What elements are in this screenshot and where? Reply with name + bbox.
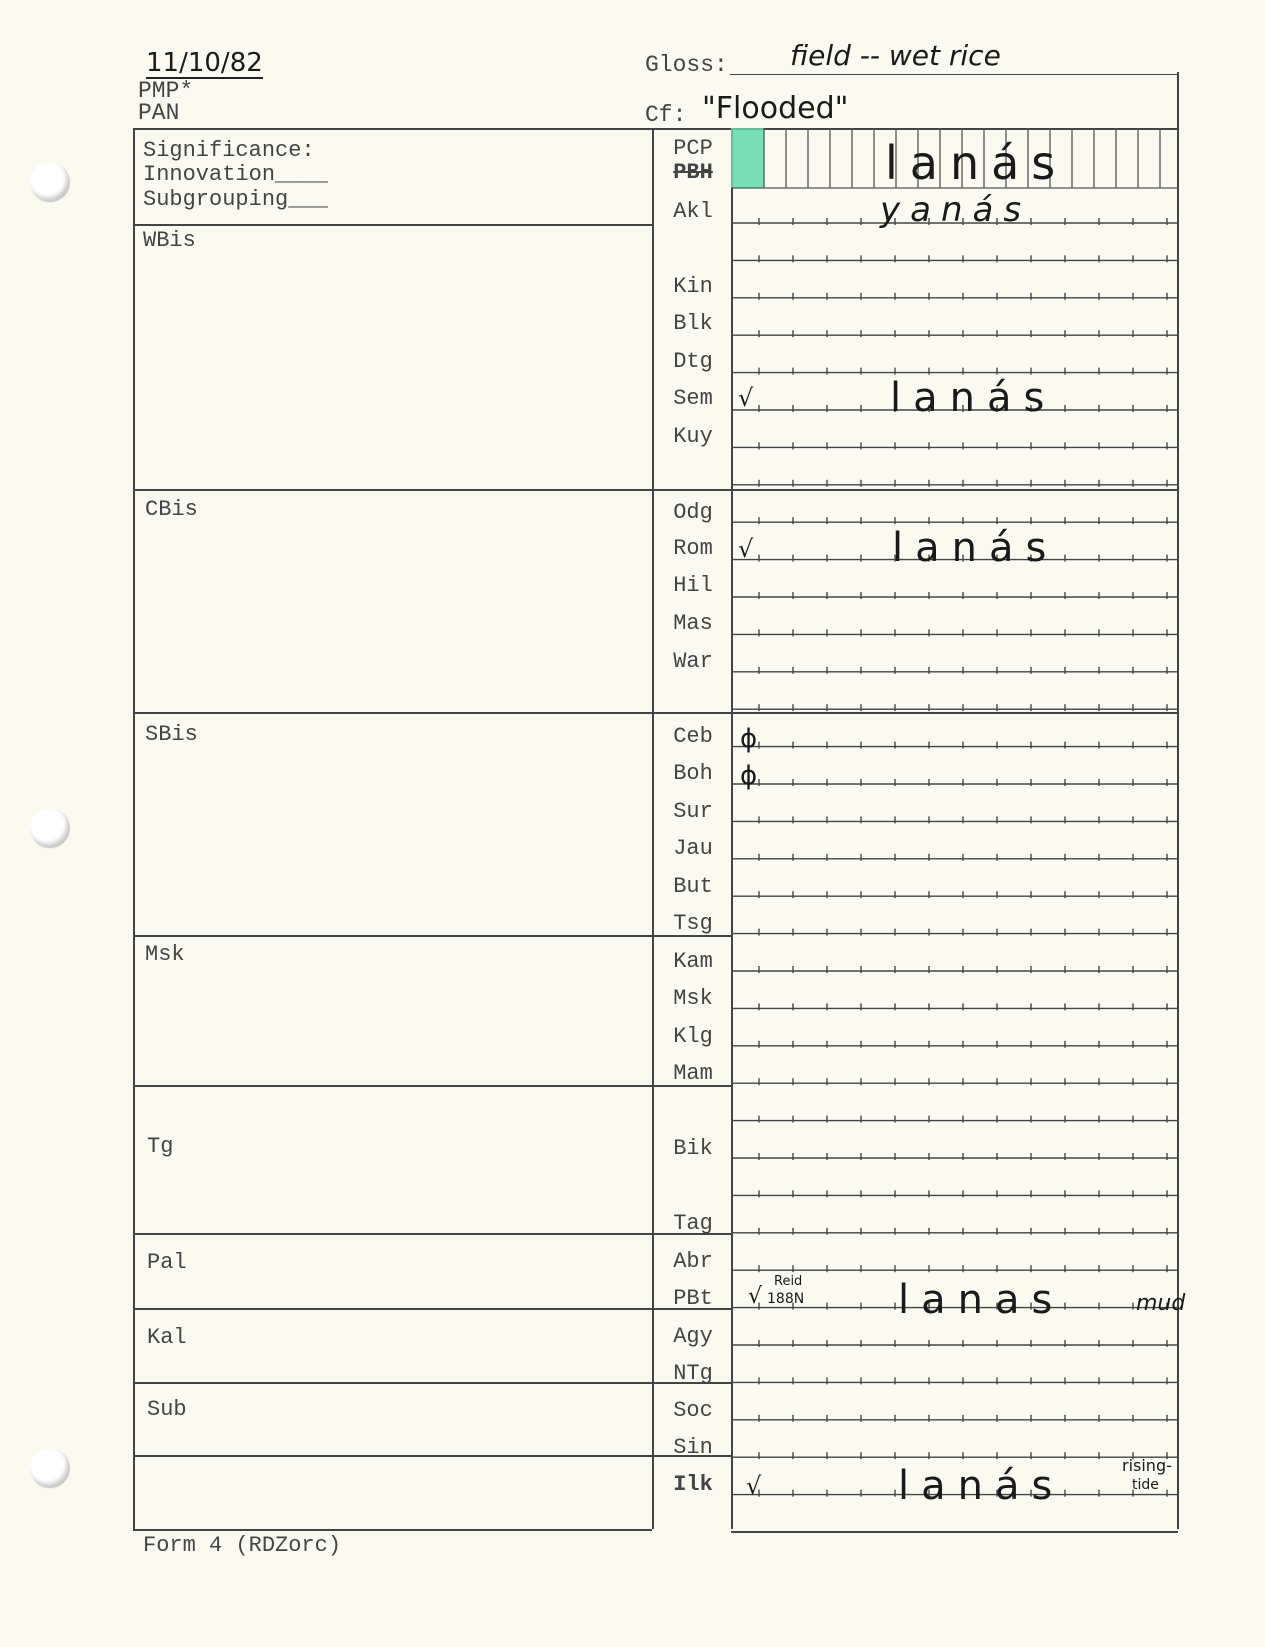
lang-hil: Hil <box>673 573 713 598</box>
rule-line <box>731 293 1178 300</box>
section-label-wbis: WBis <box>143 228 196 253</box>
gloss-value: field -- wet rice <box>790 39 1001 72</box>
pbt-ref-top: Reid <box>774 1274 803 1289</box>
rom-form: lanás <box>892 525 1059 571</box>
section-divider-tg <box>133 1085 731 1087</box>
rule-line <box>731 667 1178 674</box>
rule-line <box>731 442 1178 449</box>
rule-line <box>731 854 1178 861</box>
pbt-check: √ <box>748 1284 763 1309</box>
section-label-cbis: CBis <box>145 497 198 522</box>
lang-rom: Rom <box>673 536 713 561</box>
lang-akl: Akl <box>673 199 713 224</box>
lang-tag: Tag <box>673 1211 713 1236</box>
rule-line <box>731 1228 1178 1235</box>
ilk-form: lanás <box>898 1463 1065 1509</box>
rule-line <box>731 704 1178 711</box>
lang-sin: Sin <box>673 1435 713 1460</box>
sem-check: √ <box>738 384 754 412</box>
rule-line <box>731 742 1178 749</box>
form-footer: Form 4 (RDZorc) <box>143 1533 342 1558</box>
rule-line <box>731 517 1178 524</box>
punch-hole-bottom <box>30 1448 70 1488</box>
sem-form: lanás <box>890 375 1057 421</box>
lang-boh: Boh <box>673 761 713 786</box>
punch-hole-top <box>30 162 70 202</box>
rule-line <box>731 255 1178 262</box>
lang-kam: Kam <box>673 949 713 974</box>
subgrouping-label: Subgrouping___ <box>143 187 328 212</box>
lang-mam: Mam <box>673 1061 713 1086</box>
rule-line <box>731 1415 1178 1422</box>
pcp-label: PCP <box>673 136 713 161</box>
lang-ilk: Ilk <box>673 1472 713 1497</box>
significance-label: Significance: <box>143 138 315 163</box>
rule-line <box>731 1116 1178 1123</box>
pan-label: PAN <box>138 100 180 126</box>
rule-line <box>731 480 1178 487</box>
rule-line <box>731 330 1178 337</box>
rom-check: √ <box>738 535 754 563</box>
lang-bik: Bik <box>673 1136 713 1161</box>
lang-abr: Abr <box>673 1249 713 1274</box>
rule-line <box>731 1452 1178 1459</box>
pmp-label: PMP* <box>138 78 194 104</box>
rule-line <box>731 891 1178 898</box>
rule-line <box>731 1377 1178 1384</box>
section-label-msk: Msk <box>145 942 185 967</box>
rule-line <box>731 1153 1178 1160</box>
rule-line <box>731 368 1178 375</box>
rule-line <box>731 1078 1178 1085</box>
section-divider-ilk <box>133 1455 731 1457</box>
lang-pbt: PBt <box>673 1286 713 1311</box>
lang-ceb: Ceb <box>673 724 713 749</box>
section-label-sbis: SBis <box>145 722 198 747</box>
section-label-tg: Tg <box>147 1134 174 1159</box>
ilk-check: √ <box>746 1472 762 1500</box>
section-divider-sub <box>133 1382 731 1384</box>
lang-tsg: Tsg <box>673 911 713 936</box>
innovation-label: Innovation____ <box>143 162 328 187</box>
lang-agy: Agy <box>673 1324 713 1349</box>
pbt-form: lanas <box>898 1277 1065 1323</box>
lang-ntg: NTg <box>673 1361 713 1386</box>
lang-dtg: Dtg <box>673 349 713 374</box>
lang-sur: Sur <box>673 799 713 824</box>
rule-line <box>731 779 1178 786</box>
lang-mas: Mas <box>673 611 713 636</box>
gloss-label: Gloss: <box>645 52 728 78</box>
lang-jau: Jau <box>673 836 713 861</box>
lang-msk: Msk <box>673 986 713 1011</box>
pbt-ref-bottom: 188N <box>767 1291 805 1307</box>
rule-line <box>731 1003 1178 1010</box>
lang-klg: Klg <box>673 1024 713 1049</box>
lang-sem: Sem <box>673 386 713 411</box>
rule-line <box>731 1190 1178 1197</box>
cf-value: "Flooded" <box>702 91 849 126</box>
significance-divider <box>133 224 652 226</box>
ceb-null: ϕ <box>740 724 758 754</box>
rule-line <box>731 816 1178 823</box>
boh-null: ϕ <box>740 761 758 791</box>
punch-hole-middle <box>30 808 70 848</box>
pbt-gloss: mud <box>1136 1291 1186 1316</box>
rule-line <box>731 929 1178 936</box>
lang-kin: Kin <box>673 274 713 299</box>
akl-form: yanás <box>880 190 1032 230</box>
rule-line <box>731 1340 1178 1347</box>
ilk-gloss-bottom: tide <box>1132 1477 1159 1493</box>
lang-war: War <box>673 649 713 674</box>
section-divider-msk <box>133 935 731 937</box>
lang-kuy: Kuy <box>673 424 713 449</box>
ilk-gloss-top: rising- <box>1122 1456 1172 1475</box>
section-divider-kal <box>133 1308 731 1310</box>
section-label-pal: Pal <box>147 1250 187 1275</box>
rule-line <box>731 629 1178 636</box>
section-divider-pal <box>133 1233 731 1235</box>
lang-odg: Odg <box>673 500 713 525</box>
proto-form: lanás <box>885 136 1068 190</box>
frame-left <box>133 128 135 1529</box>
rule-line <box>731 1041 1178 1048</box>
date: 11/10/82 <box>146 48 263 78</box>
rule-line <box>731 966 1178 973</box>
rule-line <box>731 592 1178 599</box>
rule-line <box>731 1265 1178 1272</box>
frame-bottom <box>133 1529 652 1531</box>
pcp-highlight <box>731 128 764 188</box>
cf-label: Cf: <box>645 102 687 128</box>
frame-divider <box>652 128 654 1529</box>
lang-blk: Blk <box>673 311 713 336</box>
lang-but: But <box>673 874 713 899</box>
section-label-kal: Kal <box>147 1325 187 1350</box>
lang-soc: Soc <box>673 1398 713 1423</box>
section-label-sub: Sub <box>147 1397 187 1422</box>
pbh-label: PBH <box>673 160 713 185</box>
gloss-underline <box>730 74 1178 75</box>
